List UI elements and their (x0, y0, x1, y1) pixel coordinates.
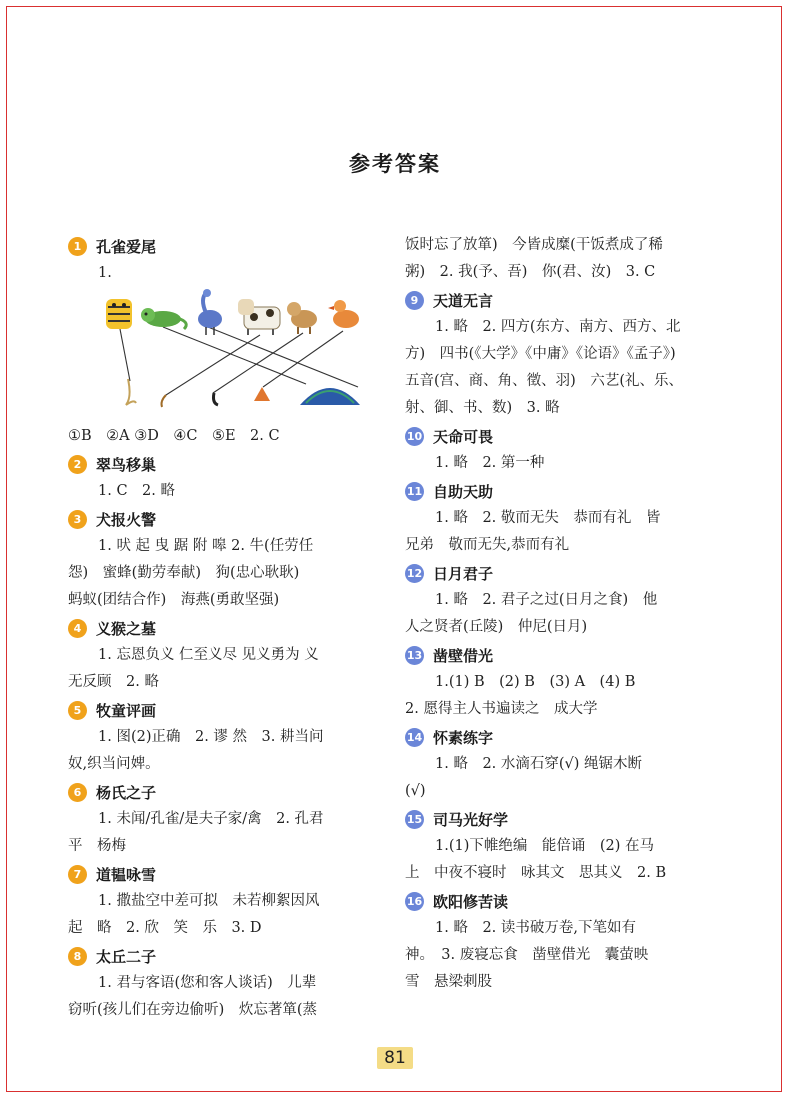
answer-line: 1. 略 2. 读书破万卷,下笔如有 (435, 920, 636, 936)
answer-line: 1. 君与客语(您和客人谈话) 儿辈 (98, 975, 317, 991)
answer-line: 起 略 2. 欣 笑 乐 3. D (68, 920, 262, 936)
section-number-badge: 15 (405, 810, 424, 829)
section-heading-11 (405, 477, 717, 505)
answer-line: ①B ②A ③D ④C ⑤E 2. C (68, 428, 280, 444)
section-heading-15 (405, 805, 717, 833)
right-column (405, 232, 717, 996)
section-number-badge: 6 (68, 783, 87, 802)
fan-tail-icon (254, 387, 270, 401)
section-number-badge: 7 (68, 865, 87, 884)
left-column (68, 232, 386, 1024)
answer-line: 1. 撒盐空中差可拟 未若柳絮因风 (98, 893, 320, 909)
section-heading-12 (405, 559, 717, 587)
section-heading-5 (68, 696, 386, 724)
brush-tail-icon (126, 379, 136, 405)
section-number-badge: 12 (405, 564, 424, 583)
answer-line: 1. 图(2)正确 2. 谬 然 3. 耕当问 (98, 729, 324, 745)
section-number-badge: 4 (68, 619, 87, 638)
duck-icon (328, 300, 359, 328)
answer-line: 1.(1) B (2) B (3) A (4) B (435, 674, 636, 690)
section-heading-13 (405, 641, 717, 669)
section-title: 牧童评画 (96, 701, 157, 720)
section-title: 翠鸟移巢 (96, 455, 157, 474)
section-title: 天命可畏 (433, 427, 494, 446)
section-title: 司马光好学 (433, 810, 509, 829)
page-number-label: 81 (377, 1047, 413, 1069)
section-title: 义猴之墓 (96, 619, 157, 638)
answer-line: 1. 未闻/孔雀/是夫子家/禽 2. 孔君 (98, 811, 324, 827)
lizard-icon (141, 308, 186, 329)
dog-icon (287, 302, 317, 334)
answer-line: 1. 略 2. 第一种 (435, 455, 545, 471)
section-title: 杨氏之子 (96, 783, 157, 802)
cow-icon (238, 299, 280, 335)
answer-line: 窃听(孩儿们在旁边偷听) 炊忘著箪(蒸 (68, 1002, 317, 1018)
answer-line: 1.(1)下帷绝编 能倍诵 (2) 在马 (435, 838, 655, 854)
answer-line: 上 中夜不寝时 咏其文 思其义 2. B (405, 865, 667, 881)
section-heading-8 (68, 942, 386, 970)
answer-line: (√) (405, 783, 426, 799)
answer-line: 2. 愿得主人书遍读之 成大学 (405, 701, 598, 717)
section-title: 道韫咏雪 (96, 865, 157, 884)
answer-line: 1. 略 2. 四方(东方、南方、西方、北 (435, 319, 681, 335)
section-title: 怀素练字 (433, 728, 494, 747)
answer-line: 粥) 2. 我(予、吾) 你(君、汝) 3. C (405, 264, 656, 280)
answer-line: 饭时忘了放箪) 今皆成糜(干饭煮成了稀 (405, 237, 663, 253)
thin-tail-icon (162, 395, 167, 407)
section-title: 太丘二子 (96, 947, 157, 966)
section-title: 孔雀爱尾 (96, 237, 157, 256)
section-number-badge: 10 (405, 427, 424, 446)
section-heading-16 (405, 887, 717, 915)
section-heading-1 (68, 232, 386, 260)
answer-line: 五音(宫、商、角、徵、羽) 六艺(礼、乐、 (405, 373, 683, 389)
matching-figure (68, 289, 368, 417)
answer-line: 雪 悬梁刺股 (405, 974, 492, 990)
answer-line: 1. 忘恩负义 仁至义尽 见义勇为 义 (98, 647, 319, 663)
section-number-badge: 11 (405, 482, 424, 501)
answer-line: 奴,织当问婢。 (68, 756, 160, 772)
answer-line: 1. 吠 起 曳 踞 附 嗥 2. 牛(任劳任 (98, 538, 314, 554)
section-heading-14 (405, 723, 717, 751)
answer-line: 1. C 2. 略 (98, 483, 175, 499)
section-heading-6 (68, 778, 386, 806)
answer-line: 1. 略 2. 水滴石穿(√) 绳锯木断 (435, 756, 643, 772)
answer-line: 射、御、书、数) 3. 略 (405, 400, 560, 416)
section-number-badge: 1 (68, 237, 87, 256)
page-number (0, 1048, 790, 1068)
section-number-badge: 3 (68, 510, 87, 529)
section-heading-4 (68, 614, 386, 642)
page-title: 参考答案 (349, 152, 441, 176)
section-title: 日月君子 (433, 564, 494, 583)
section-title: 自助天助 (433, 482, 494, 501)
answer-line: 怨) 蜜蜂(勤劳奉献) 狗(忠心耿耿) (68, 565, 300, 581)
answer-line: 无反顾 2. 略 (68, 674, 159, 690)
section-number-badge: 13 (405, 646, 424, 665)
section-title: 天道无言 (433, 291, 494, 310)
answer-line: 1. (98, 265, 112, 281)
section-number-badge: 9 (405, 291, 424, 310)
answer-line: 1. 略 2. 君子之过(日月之食) 他 (435, 592, 658, 608)
section-heading-7 (68, 860, 386, 888)
section-title: 凿壁借光 (433, 646, 494, 665)
tiger-icon (106, 299, 132, 329)
section-number-badge: 16 (405, 892, 424, 911)
answer-line: 方) 四书(《大学》《中庸》《论语》《孟子》) (405, 346, 676, 362)
section-number-badge: 5 (68, 701, 87, 720)
answer-line: 神。 3. 废寝忘食 凿壁借光 囊萤映 (405, 947, 649, 963)
answer-line: 蚂蚁(团结合作) 海燕(勇敢坚强) (68, 592, 280, 608)
section-number-badge: 8 (68, 947, 87, 966)
answer-line: 人之贤者(丘陵) 仲尼(日月) (405, 619, 588, 635)
section-heading-9 (405, 286, 717, 314)
section-heading-3 (68, 505, 386, 533)
section-title: 欧阳修苦读 (433, 892, 509, 911)
section-heading-10 (405, 422, 717, 450)
section-title: 犬报火警 (96, 510, 157, 529)
section-number-badge: 14 (405, 728, 424, 747)
section-number-badge: 2 (68, 455, 87, 474)
feather-tail-icon (214, 393, 219, 405)
answer-line: 1. 略 2. 敬而无失 恭而有礼 皆 (435, 510, 661, 526)
answer-line: 兄弟 敬而无失,恭而有礼 (405, 537, 570, 553)
peacock-tail-icon (300, 388, 360, 405)
section-heading-2 (68, 450, 386, 478)
answer-line: 平 杨梅 (68, 838, 126, 854)
